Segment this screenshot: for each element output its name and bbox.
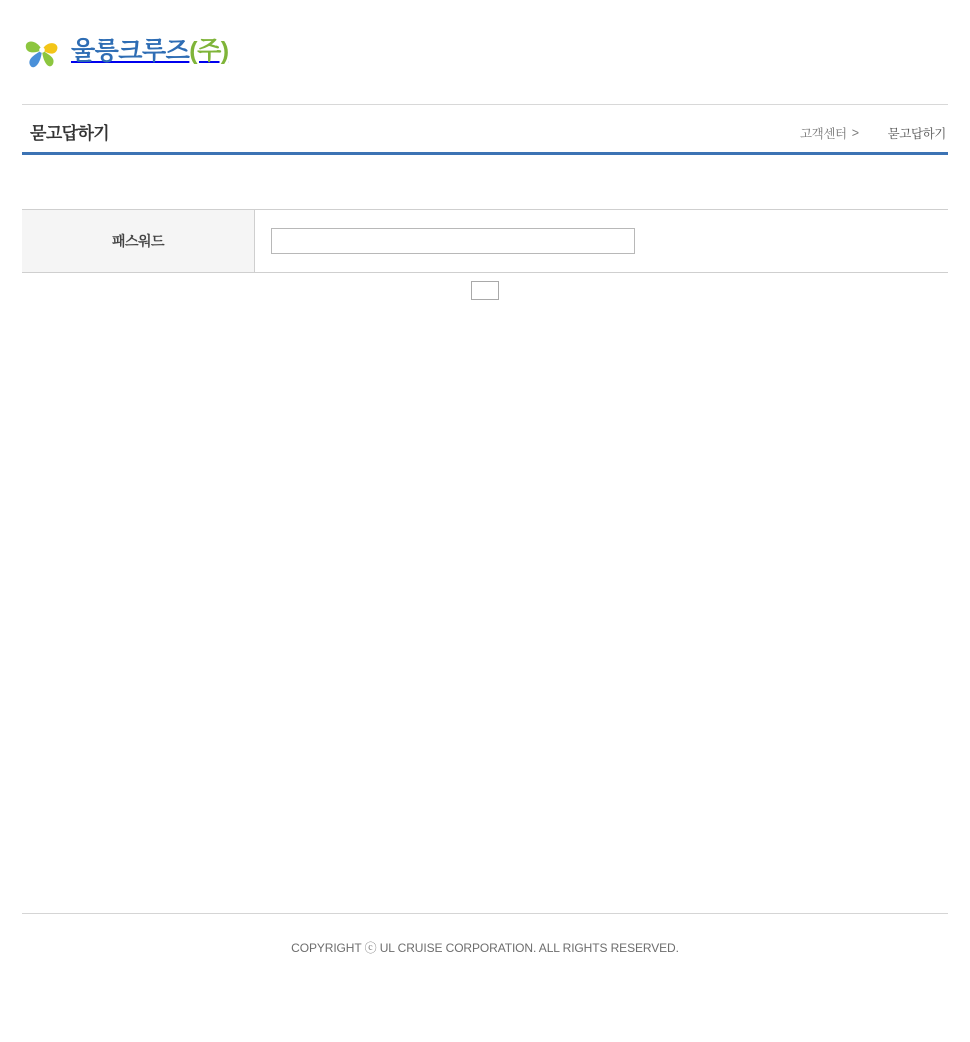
- password-form-table: [22, 209, 948, 273]
- page-titlebar: [22, 104, 948, 155]
- footer-divider: [22, 913, 948, 914]
- breadcrumb-parent[interactable]: 고객센터: [800, 127, 847, 141]
- password-field-cell: [255, 210, 949, 273]
- breadcrumb-current: 묻고답하기: [887, 127, 946, 141]
- password-label: 패스워드: [22, 210, 255, 273]
- breadcrumb-separator-icon: >: [851, 126, 859, 140]
- breadcrumb: [800, 124, 946, 142]
- submit-row: [22, 281, 948, 304]
- page-title: 묻고답하기: [30, 124, 110, 143]
- site-logo-text: [71, 36, 229, 65]
- confirm-button[interactable]: [471, 281, 499, 300]
- password-input[interactable]: [271, 228, 635, 254]
- logo-text-secondary: (주): [189, 36, 229, 65]
- site-logo-link[interactable]: [22, 30, 229, 72]
- logo-text-primary: 울릉크루즈: [71, 36, 190, 65]
- pinwheel-flower-logo-icon: [22, 30, 62, 72]
- main-content: [22, 155, 948, 304]
- site-header: [0, 0, 970, 104]
- copyright-text: COPYRIGHT ⓒ UL CRUISE CORPORATION. ALL RIGHTS RESERVED.: [291, 941, 679, 955]
- table-row: [22, 210, 948, 273]
- content-spacer: [22, 155, 948, 209]
